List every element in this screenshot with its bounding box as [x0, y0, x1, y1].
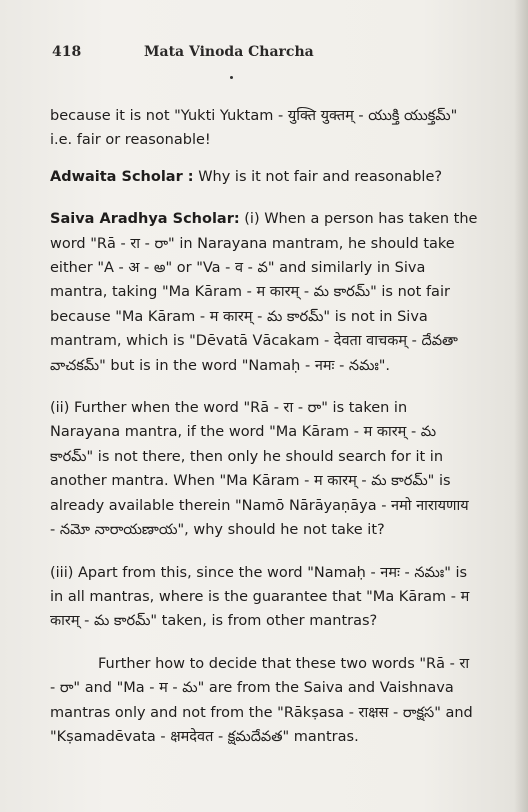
speck-mark	[230, 76, 233, 79]
speaker-saiva: Saiva Aradhya Scholar:	[50, 211, 240, 228]
page-number: 418	[52, 44, 82, 60]
paragraph-3-text: (i) When a person has taken the word "Rā - रा - రా" in Narayana mantram, he should take either "A - अ - అ" or "Va - व - వ" and similarly in Siva mantra, taking "Ma Kāram - म कारम् - మ కారమ్" is not fair because "Ma Kāram - म कारम् - మ కారమ్" is not in Siva mantram, which is "Dēvatā Vācakam - देवता वाचकम् - దేవతా వాచకమ్" but is in the word "Namaḥ - नमः - నమః".	[50, 211, 478, 374]
paragraph-2	[50, 165, 478, 189]
page-edge-shadow	[514, 0, 528, 812]
running-title: Mata Vinoda Charcha	[144, 44, 314, 60]
paragraph-1: because it is not "Yukti Yuktam - युक्ति युक्तम् - యుక్తి యుక్తమ్" i.e. fair or reasonable!	[50, 108, 458, 149]
paragraph-6: Further how to decide that these two words "Rā - रा - రా" and "Ma - म - మ" are from the Saiva and Vaishnava mantras only and not from the "Rākṣasa - राक्षस - రాక్షస" and "Kṣamadēvata - क्षमदेवत - క్షమదేవత" mantras.	[50, 655, 473, 745]
paragraph-3	[50, 207, 478, 378]
page-body	[50, 104, 478, 749]
paragraph-5: (iii) Apart from this, since the word "Namaḥ - नमः - నమః" is in all mantras, where is the guarantee that "Ma Kāram - म कारम् - మ కారమ్" taken, is from other mantras?	[50, 564, 470, 630]
paragraph-4: (ii) Further when the word "Rā - रा - రా" is taken in Narayana mantra, if the word "Ma Kāram - म कारम् - మ కారమ్" is not there, then only he should search for it in another mantra. When "Ma Kāram - म कारम् - మ కారమ్" is already available therein "Namō Nārāyaṇāya - नमो नारायणाय - నమో నారాయణాయ", why should he not take it?	[50, 400, 469, 539]
paragraph-2-text: Why is it not fair and reasonable?	[193, 168, 443, 185]
speaker-adwaita: Adwaita Scholar :	[50, 168, 194, 185]
